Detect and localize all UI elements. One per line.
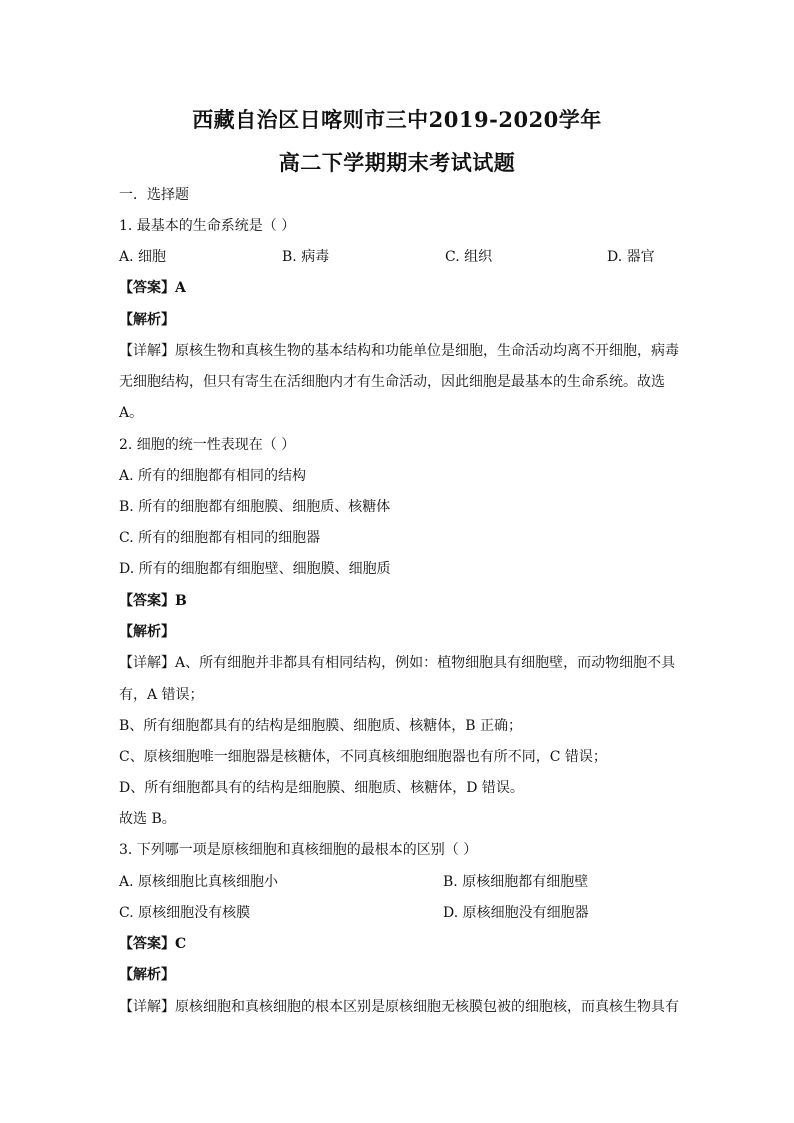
q3-option-b: B. 原核细胞都有细胞壁 bbox=[443, 874, 589, 890]
q1-option-a: A. 细胞 bbox=[119, 249, 167, 265]
q3-option-a: A. 原核细胞比真核细胞小 bbox=[119, 874, 279, 890]
q3-option-c: C. 原核细胞没有核膜 bbox=[119, 905, 251, 921]
q1-answer: 【答案】A bbox=[119, 280, 186, 296]
q2-stem: 2. 细胞的统一性表现在（ ） bbox=[119, 437, 296, 453]
q2-detail-line: D、所有细胞都具有的结构是细胞膜、细胞质、核糖体，D 错误。 bbox=[119, 780, 524, 796]
q1-analysis-label: 【解析】 bbox=[119, 312, 175, 328]
q2-answer: 【答案】B bbox=[119, 593, 187, 609]
q1-stem: 1. 最基本的生命系统是（ ） bbox=[119, 218, 296, 234]
q1-option-d: D. 器官 bbox=[607, 249, 655, 265]
q2-detail-line: C、原核细胞唯一细胞器是核糖体，不同真核细胞细胞器也有所不同，C 错误； bbox=[119, 749, 607, 765]
q2-detail-line: 【详解】A、所有细胞并非都具有相同结构，例如：植物细胞具有细胞壁，而动物细胞不具 bbox=[119, 655, 676, 671]
q3-option-d: D. 原核细胞没有细胞器 bbox=[443, 905, 589, 921]
q3-answer: 【答案】C bbox=[119, 936, 187, 952]
title-line-2: 高二下学期期末考试试题 bbox=[278, 150, 516, 175]
q1-detail-line: 【详解】原核生物和真核生物的基本结构和功能单位是细胞，生命活动均离不开细胞，病毒 bbox=[119, 343, 679, 359]
q1-option-c: C. 组织 bbox=[445, 249, 493, 265]
section-heading: 一．选择题 bbox=[119, 187, 189, 203]
q2-detail-line: 故选 B。 bbox=[119, 811, 176, 827]
q2-option-d: D. 所有的细胞都有细胞壁、细胞膜、细胞质 bbox=[119, 561, 391, 577]
q2-detail-line: B、所有细胞都具有的结构是细胞膜、细胞质、核糖体，B 正确； bbox=[119, 718, 523, 734]
q1-detail-line: A。 bbox=[119, 405, 144, 421]
title-line-1: 西藏自治区日喀则市三中2019-2020学年 bbox=[192, 107, 602, 132]
q1-detail-line: 无细胞结构，但只有寄生在活细胞内才有生命活动，因此细胞是最基本的生命系统。故选 bbox=[119, 374, 665, 390]
q2-option-a: A. 所有的细胞都有相同的结构 bbox=[119, 468, 307, 484]
q1-option-b: B. 病毒 bbox=[282, 249, 330, 265]
q2-analysis-label: 【解析】 bbox=[119, 624, 175, 640]
q3-stem: 3. 下列哪一项是原核细胞和真核细胞的最根本的区别（ ） bbox=[119, 842, 478, 858]
q3-detail-line: 【详解】原核细胞和真核细胞的根本区别是原核细胞无核膜包被的细胞核，而真核生物具有 bbox=[119, 999, 679, 1015]
q3-analysis-label: 【解析】 bbox=[119, 967, 175, 983]
q2-detail-line: 有，A 错误； bbox=[119, 687, 204, 703]
q2-option-c: C. 所有的细胞都有相同的细胞器 bbox=[119, 530, 321, 546]
q2-option-b: B. 所有的细胞都有细胞膜、细胞质、核糖体 bbox=[119, 499, 391, 515]
